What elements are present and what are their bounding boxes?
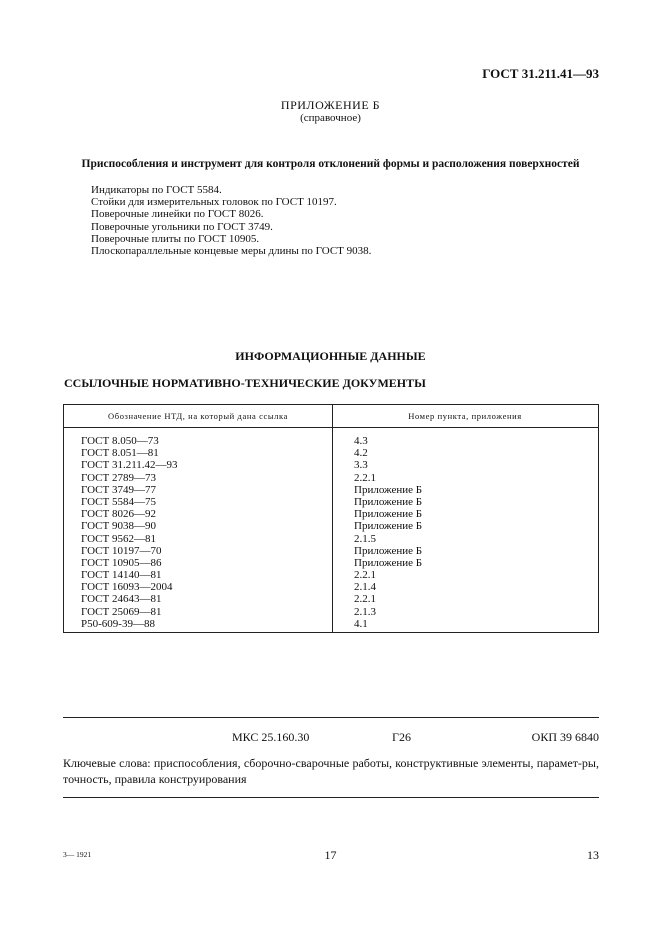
list-item: Индикаторы по ГОСТ 5584. xyxy=(91,184,222,196)
table-cell: Приложение Б xyxy=(354,483,423,496)
table-cell: ГОСТ 25069—81 xyxy=(81,605,162,618)
table-cell: 4.2 xyxy=(354,447,368,460)
table-cell: ГОСТ 14140—81 xyxy=(81,569,162,582)
table-cell: 2.2.1 xyxy=(354,569,376,582)
table-header-clause: Номер пункта, приложения xyxy=(332,405,598,428)
column-divider xyxy=(332,405,333,632)
table-cell: 2.1.5 xyxy=(354,532,376,545)
appendix-title: ПРИЛОЖЕНИЕ Б xyxy=(280,98,381,112)
table-cell: ГОСТ 9562—81 xyxy=(81,532,156,545)
instruments-heading: Приспособления и инструмент для контроля отклонений формы и расположения поверхностей xyxy=(81,158,580,170)
table-cell: ГОСТ 8026—92 xyxy=(81,508,156,521)
table-cell: ГОСТ 8.051—81 xyxy=(81,447,159,460)
table-cell: 4.3 xyxy=(354,435,368,447)
table-cell: ГОСТ 5584—75 xyxy=(81,495,156,508)
keywords: Ключевые слова: приспособления, сборочно-сварочные работы, конструктивные элементы, парамет-ры, точность, правила конструирования xyxy=(63,756,599,786)
table-cell: ГОСТ 2789—73 xyxy=(81,471,156,484)
table-cell: ГОСТ 8.050—73 xyxy=(81,435,159,447)
clause-column xyxy=(354,435,422,630)
list-item: Поверочные линейки по ГОСТ 8026. xyxy=(91,208,264,221)
page-number-right: 13 xyxy=(587,848,599,862)
table-cell: ГОСТ 31.211.42—93 xyxy=(81,459,178,472)
okp-code: ОКП 39 6840 xyxy=(531,730,599,744)
appendix-subtitle: (справочное) xyxy=(300,112,361,124)
table-cell: 4.1 xyxy=(354,617,368,630)
table-cell: ГОСТ 16093—2004 xyxy=(81,581,173,594)
designation-column xyxy=(81,435,178,630)
print-code: 3— 1921 xyxy=(63,850,92,859)
table-cell: ГОСТ 9038—90 xyxy=(81,520,156,533)
table-cell: 3.3 xyxy=(354,459,368,472)
page-number-center: 17 xyxy=(324,848,337,862)
mks-code: МКС 25.160.30 xyxy=(232,730,310,744)
references-table xyxy=(63,404,599,633)
table-cell: Приложение Б xyxy=(354,556,423,569)
table-cell: 2.2.1 xyxy=(354,593,376,606)
divider-top xyxy=(63,717,599,718)
divider-bottom xyxy=(63,797,599,798)
document-code: ГОСТ 31.211.41—93 xyxy=(482,66,599,81)
table-cell: 2.1.3 xyxy=(354,605,376,618)
table-cell: ГОСТ 24643—81 xyxy=(81,593,162,606)
table-cell: Приложение Б xyxy=(354,520,423,533)
table-cell: 2.1.4 xyxy=(354,581,376,594)
list-item: Плоскопараллельные концевые меры длины по ГОСТ 9038. xyxy=(91,245,372,258)
refs-title: ССЫЛОЧНЫЕ НОРМАТИВНО-ТЕХНИЧЕСКИЕ ДОКУМЕНТЫ xyxy=(64,376,426,390)
table-cell: Р50-609-39—88 xyxy=(81,617,155,630)
table-cell: 2.2.1 xyxy=(354,471,376,484)
table-cell: Приложение Б xyxy=(354,508,423,521)
table-cell: ГОСТ 3749—77 xyxy=(81,483,156,496)
group-code: Г26 xyxy=(392,730,411,744)
list-item: Стойки для измерительных головок по ГОСТ 10197. xyxy=(91,196,337,209)
table-cell: ГОСТ 10905—86 xyxy=(81,556,162,569)
list-item: Поверочные угольники по ГОСТ 3749. xyxy=(91,220,273,233)
list-item: Поверочные плиты по ГОСТ 10905. xyxy=(91,232,260,245)
table-header-designation: Обозначение НТД, на который дана ссылка xyxy=(64,405,332,428)
table-cell: Приложение Б xyxy=(354,495,423,508)
info-title: ИНФОРМАЦИОННЫЕ ДАННЫЕ xyxy=(235,349,426,363)
table-cell: ГОСТ 10197—70 xyxy=(81,544,162,557)
table-cell: Приложение Б xyxy=(354,544,423,557)
instruments-list xyxy=(91,184,371,257)
